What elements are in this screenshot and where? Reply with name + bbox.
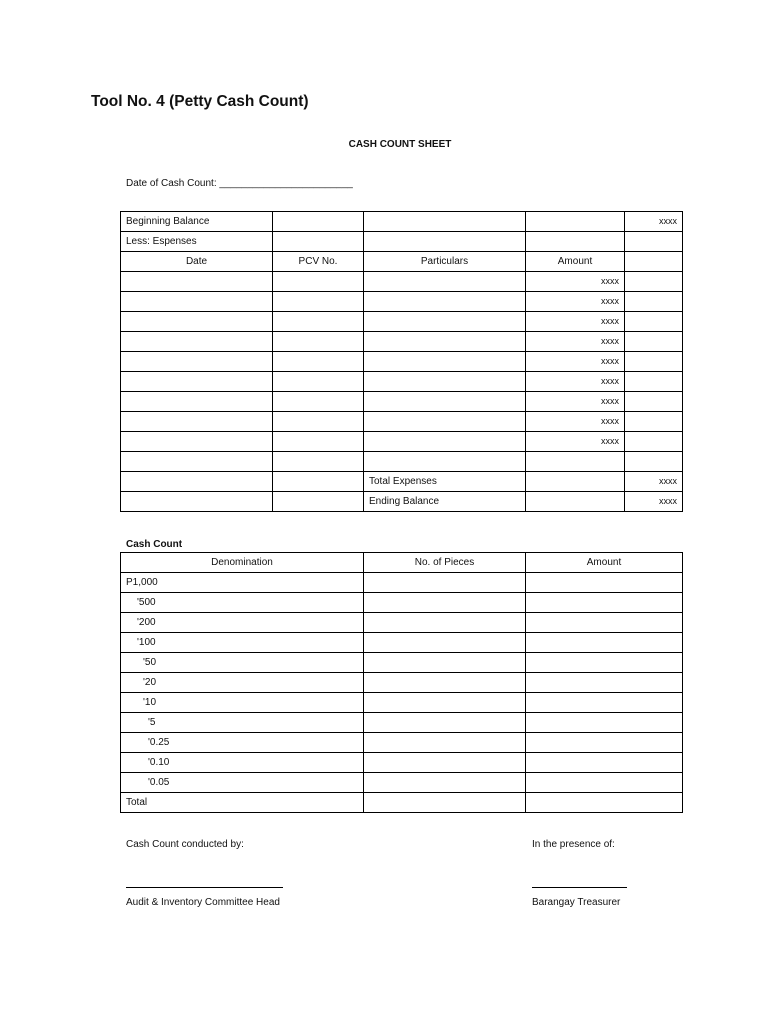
expense-row	[121, 392, 683, 412]
ending-balance-row	[121, 492, 683, 512]
expense-amount: xxxx	[526, 432, 625, 452]
header-date: Date	[121, 252, 273, 272]
less-expenses-row	[121, 232, 683, 252]
denomination-label: '50	[121, 653, 364, 673]
expense-amount: xxxx	[526, 412, 625, 432]
cash-count-table	[120, 552, 683, 813]
ending-balance-label: Ending Balance	[364, 492, 526, 512]
expense-amount: xxxx	[526, 272, 625, 292]
denomination-row	[121, 593, 683, 613]
cash-total-label: Total	[121, 793, 364, 813]
ending-balance-value: xxxx	[625, 492, 683, 512]
expense-row	[121, 332, 683, 352]
expense-row	[121, 292, 683, 312]
total-expenses-label: Total Expenses	[364, 472, 526, 492]
denomination-row	[121, 713, 683, 733]
barangay-treasurer-label: Barangay Treasurer	[532, 897, 621, 908]
denomination-label: '10	[121, 693, 364, 713]
header-cash-amount: Amount	[526, 553, 683, 573]
expense-row	[121, 272, 683, 292]
header-denomination: Denomination	[121, 553, 364, 573]
expense-amount: xxxx	[526, 392, 625, 412]
denomination-label: '100	[121, 633, 364, 653]
cash-count-heading: Cash Count	[126, 539, 183, 550]
total-expenses-value: xxxx	[625, 472, 683, 492]
denomination-label: '0.10	[121, 753, 364, 773]
expense-amount: xxxx	[526, 332, 625, 352]
expense-amount	[526, 452, 625, 472]
denomination-label: '200	[121, 613, 364, 633]
denomination-row	[121, 633, 683, 653]
denomination-row	[121, 693, 683, 713]
denomination-label: '0.25	[121, 733, 364, 753]
denomination-row	[121, 613, 683, 633]
expense-row	[121, 432, 683, 452]
conducted-by-label: Cash Count conducted by:	[126, 839, 244, 850]
expense-amount: xxxx	[526, 312, 625, 332]
expense-row	[121, 352, 683, 372]
denomination-label: '500	[121, 593, 364, 613]
header-amount: Amount	[526, 252, 625, 272]
expense-row	[121, 372, 683, 392]
expense-amount: xxxx	[526, 352, 625, 372]
audit-committee-head-label: Audit & Inventory Committee Head	[126, 897, 280, 908]
less-expenses-label: Less: Espenses	[121, 232, 273, 252]
denomination-row	[121, 653, 683, 673]
date-of-cash-count: Date of Cash Count: ________________________	[126, 178, 353, 189]
expense-row	[121, 312, 683, 332]
expense-ledger-table	[120, 211, 683, 512]
header-particulars: Particulars	[364, 252, 526, 272]
total-expenses-row	[121, 472, 683, 492]
denomination-row	[121, 753, 683, 773]
document-title: Tool No. 4 (Petty Cash Count)	[91, 93, 309, 110]
denomination-row	[121, 773, 683, 793]
beginning-balance-row	[121, 212, 683, 232]
cash-header-row	[121, 553, 683, 573]
left-signature-line[interactable]	[126, 887, 283, 888]
presence-of-label: In the presence of:	[532, 839, 615, 850]
expense-row	[121, 452, 683, 472]
beginning-balance-label: Beginning Balance	[121, 212, 273, 232]
denomination-row	[121, 673, 683, 693]
cash-total-row	[121, 793, 683, 813]
denomination-row	[121, 573, 683, 593]
ledger-header-row	[121, 252, 683, 272]
beginning-balance-value: xxxx	[625, 212, 683, 232]
denomination-label: '5	[121, 713, 364, 733]
denomination-label: '20	[121, 673, 364, 693]
denomination-row	[121, 733, 683, 753]
expense-amount: xxxx	[526, 372, 625, 392]
denomination-label: '0.05	[121, 773, 364, 793]
expense-amount: xxxx	[526, 292, 625, 312]
right-signature-line[interactable]	[532, 887, 627, 888]
expense-row	[121, 412, 683, 432]
header-no-of-pieces: No. of Pieces	[364, 553, 526, 573]
denomination-label: P1,000	[121, 573, 364, 593]
header-pcv-no: PCV No.	[273, 252, 364, 272]
sheet-title: CASH COUNT SHEET	[348, 139, 452, 150]
